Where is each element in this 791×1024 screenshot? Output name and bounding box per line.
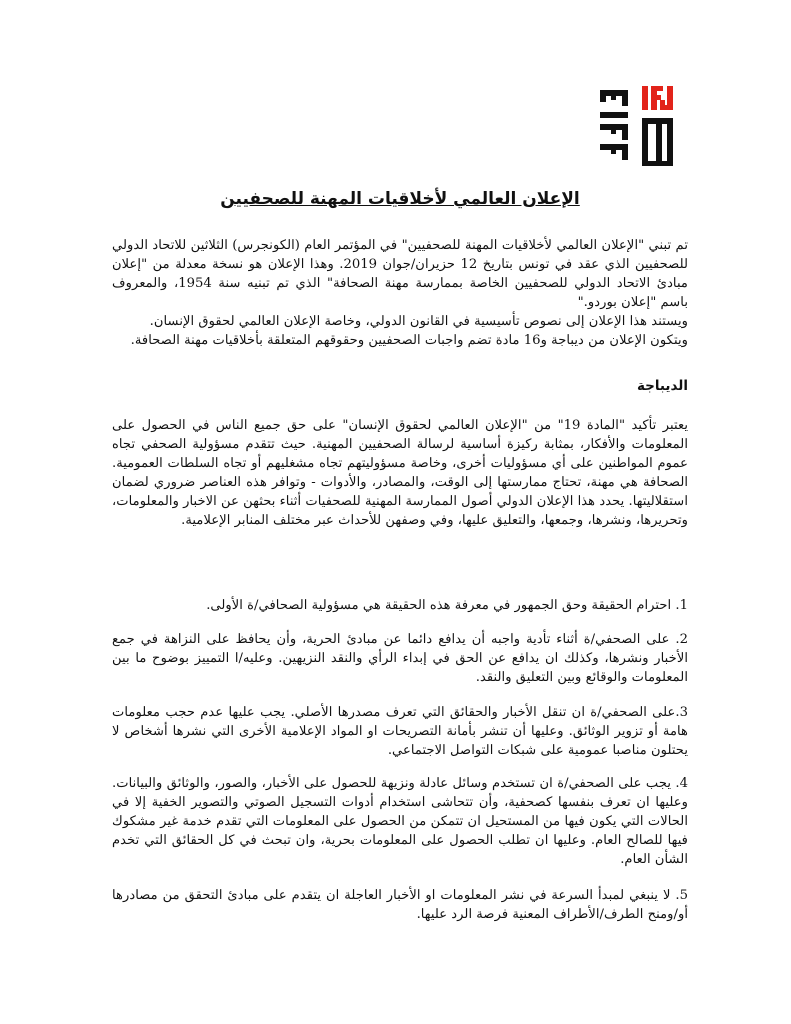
- article-2: 2. على الصحفي/ة أثناء تأدية واجبه أن يدافع دائما عن مبادئ الحرية، وأن يحافظ على النزاهة في جمع الأخبار ونشرها، وكذلك ان يدافع عن الحق في إبداء الرأي والنقد النزيهين. وعليه/ا التمييز بوضوح ما بين المعلومات والوقائع وبين التعليق والنقد.: [112, 632, 688, 685]
- article-4: 4. يجب على الصحفي/ة ان تستخدم وسائل عادلة ونزيهة للحصول على الأخبار، والصور، والوثائق والبيانات. وعليها ان تعرف بنفسها كصحفية، وأن تتحاشى استخدام أدوات التسجيل الصوتي والتصوير الخفية إلا في الحالات التي يكون فيها من المستحيل ان تتمكن من الحصول على المعلومات التي تقدم خدمة غير مشكوك فيها للصالح العام. وعليها ان تطلب الحصول على المعلومات بحرية، وان تبحث في كل الحقائق التي تخدم الشأن العام.: [112, 776, 688, 867]
- preamble-heading: الديباجة: [636, 378, 688, 394]
- ifj-logo: [596, 82, 676, 172]
- ifj-logo-red-letters: [642, 86, 673, 110]
- article-5: 5. لا ينبغي لمبدأ السرعة في نشر المعلومات او الأخبار العاجلة ان يتقدم على مبادئ التحقق من مصادرها أو/ومنح الطرف/الأطراف المعنية فرصة الرد عليها.: [112, 888, 688, 922]
- intro-paragraph-3: ويتكون الإعلان من ديباجة و16 مادة تضم واجبات الصحفيين وحقوقهم المتعلقة بأخلاقيات مهنة الصحافة.: [130, 333, 688, 348]
- document-title: الإعلان العالمي لأخلاقيات المهنة للصحفيين: [220, 189, 580, 209]
- preamble-paragraph: يعتبر تأكيد "المادة 19" من "الإعلان العالمي لحقوق الإنسان" على حق جميع الناس في الحصول على المعلومات والأفكار، بمثابة ركيزة أساسية لرسالة الصحفيين المهنية. حيث تتقدم مسؤولية الصحفي تجاه عموم المواطنين على أي مسؤوليات أخرى، وخاصة مسؤوليتهم تجاه مشغليهم أو تجاه السلطات العمومية. الصحافة هي مهنة، تحتاج ممارستها إلى الوقت، والمصادر، والأدوات - وتوافر هذه العناصر ضروري لضمان استقلاليتها. يحدد هذا الإعلان الدولي أصول الممارسة المهنية للصحفيات أثناء بحثهن عن الاخبار والمعلومات، وتحريرها، ونشرها، وجمعها، والتعليق عليها، وفي وصفهن للأحداث عبر مختلف المنابر الإعلامية.: [111, 418, 688, 528]
- article-1: 1. احترام الحقيقة وحق الجمهور في معرفة هذه الحقيقة هي مسؤولية الصحافي/ة الأولى.: [206, 598, 688, 613]
- intro-section: [112, 236, 688, 350]
- preamble-section: [112, 416, 688, 530]
- intro-paragraph-2: ويستند هذا الإعلان إلى نصوص تأسيسية في القانون الدولي، وخاصة الإعلان العالمي لحقوق الإنسان.: [149, 314, 688, 329]
- article-3: 3.على الصحفي/ة ان تنقل الأخبار والحقائق التي تعرف مصدرها الأصلي. يجب عليها عدم حجب معلومات هامة أو تزوير الوثائق. وعليها أن تنشر بأمانة التصريحات او المواد الإعلامية الأخرى التي نشرها أشخاص لا يحتلون مناصبا عمومية على شبكات التواصل الاجتماعي.: [112, 705, 688, 758]
- intro-paragraph-1: تم تبني "الإعلان العالمي لأخلاقيات المهنة للصحفيين" في المؤتمر العام (الكونجرس) الثلاثين للاتحاد الدولي للصحفيين الذي عقد في تونس بتاريخ 12 حزيران/جوان 2019. وهذا الإعلان هو نسخة معدلة من "إعلان مبادئ الاتحاد الدولي للصحفيين الخاصة بممارسة مهنة الصحافة" الذي تم تبنيه سنة 1954، والمعروف باسم "إعلان بوردو.": [112, 238, 688, 310]
